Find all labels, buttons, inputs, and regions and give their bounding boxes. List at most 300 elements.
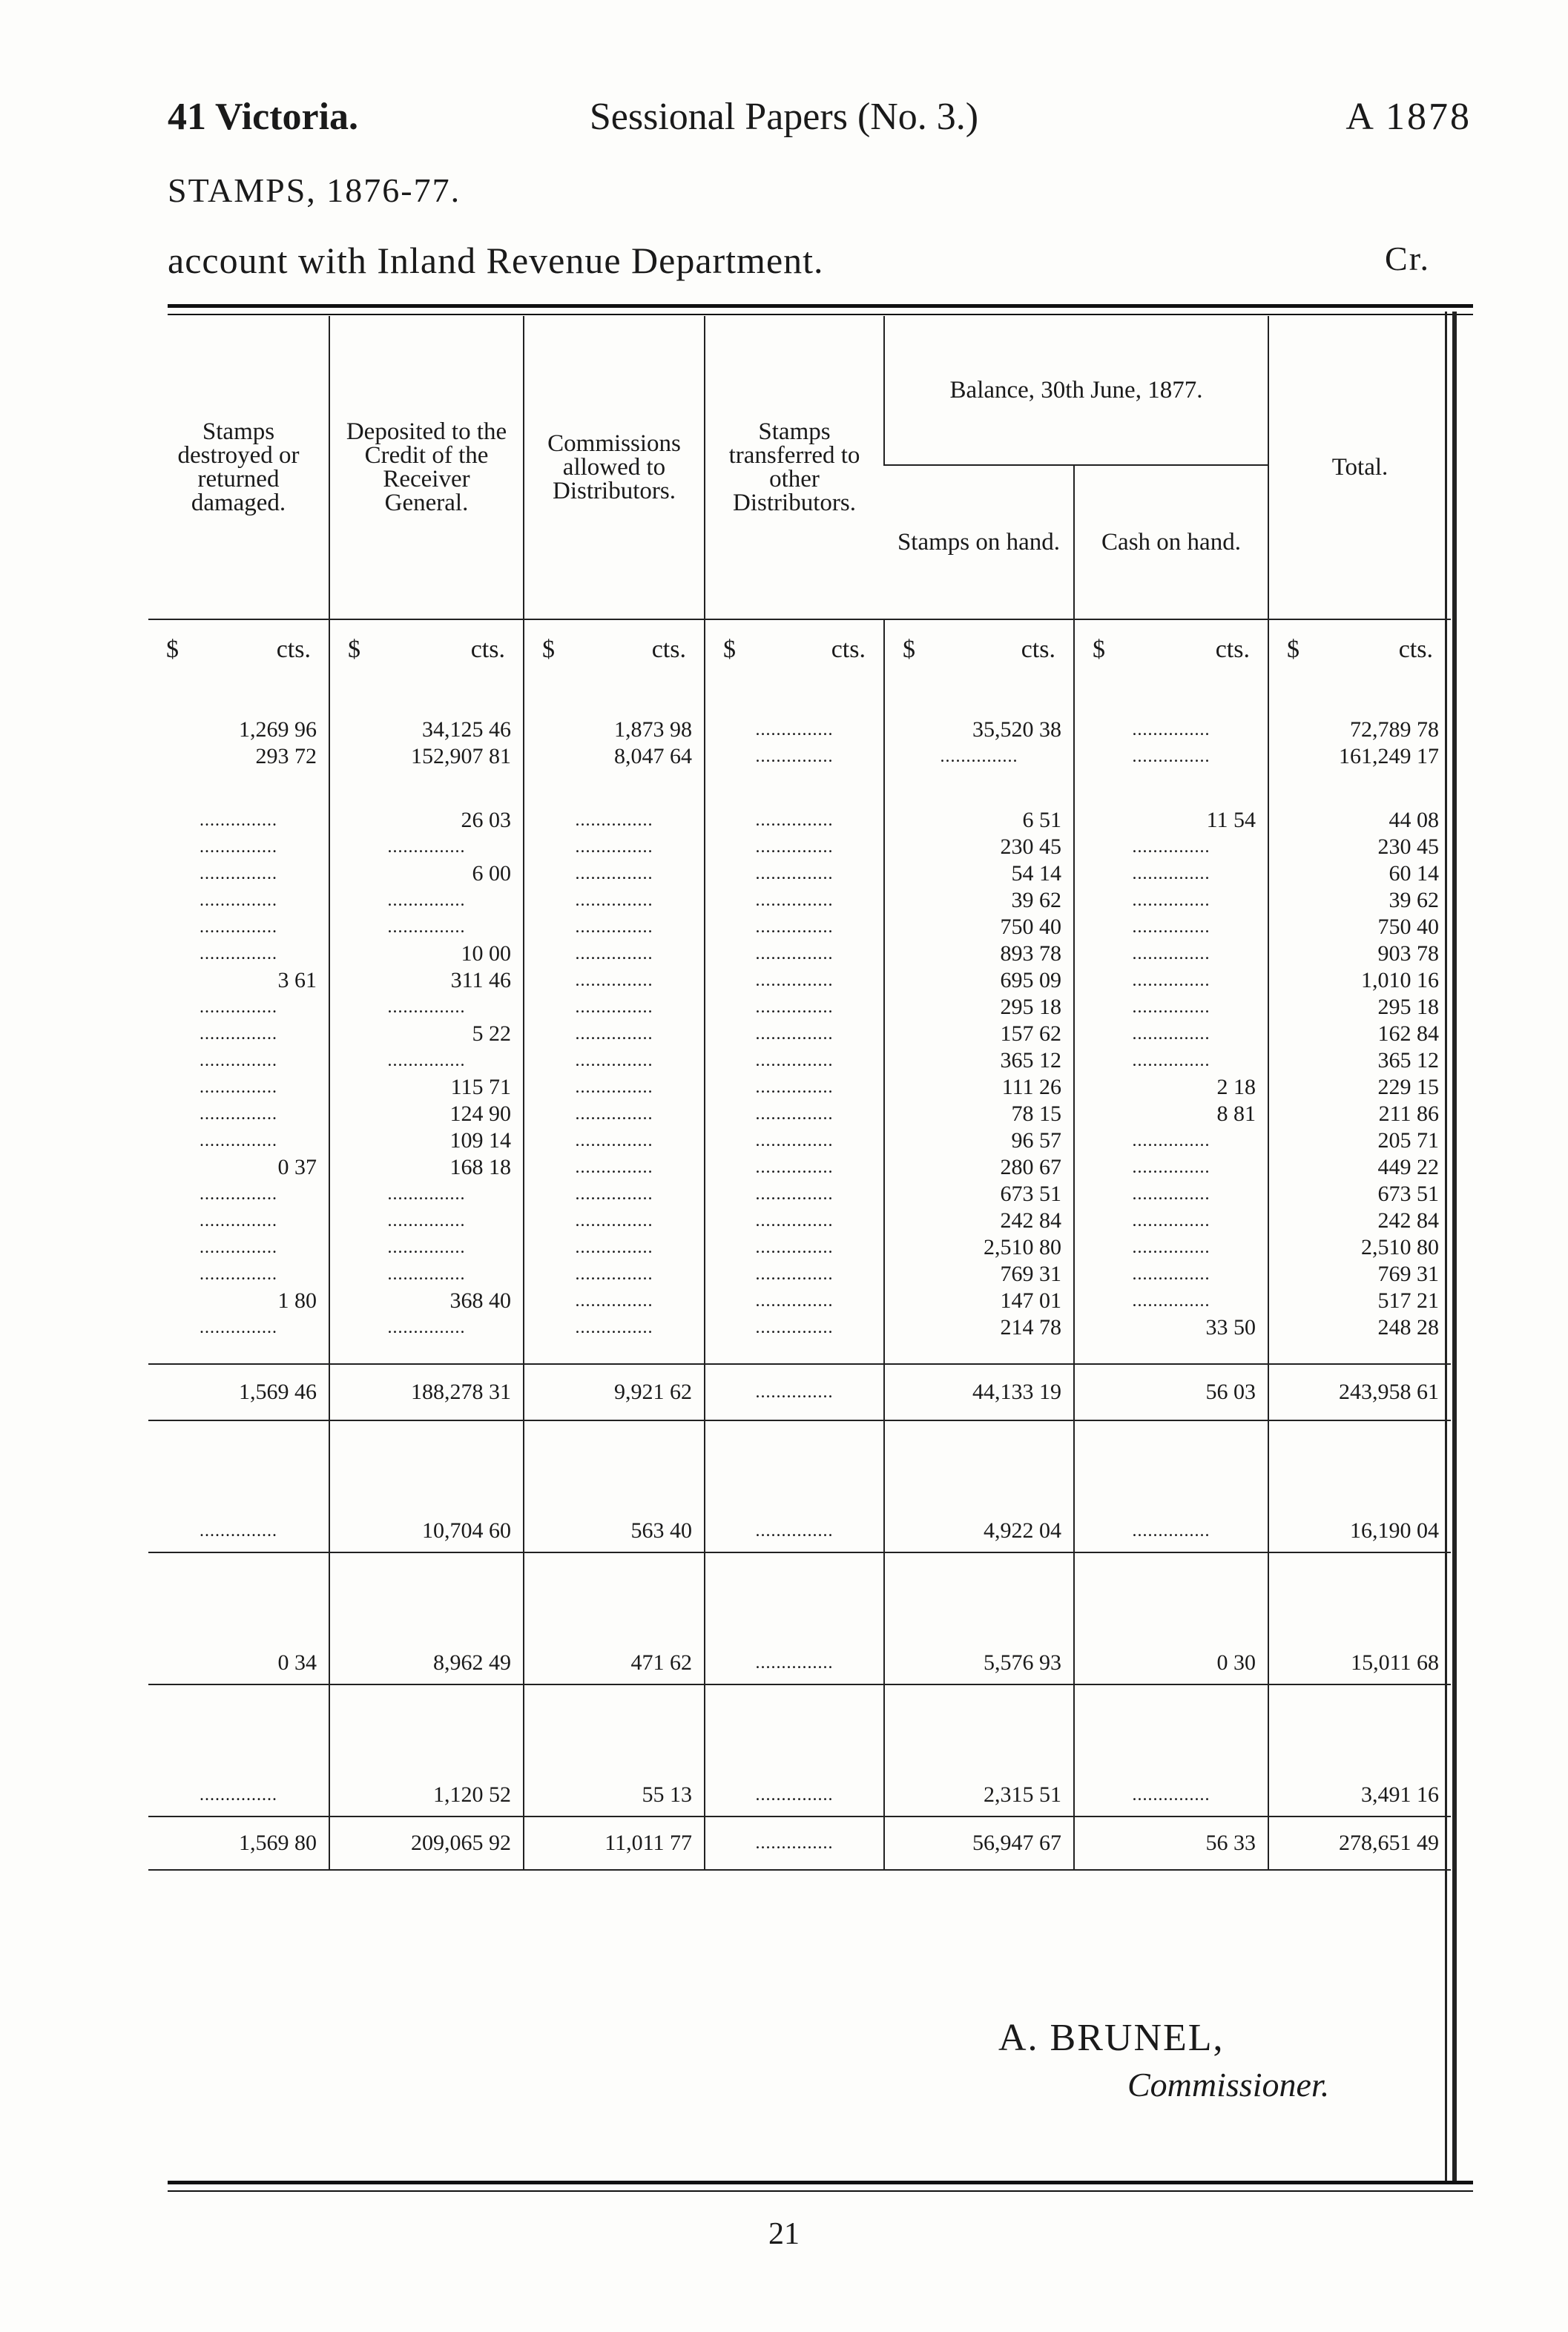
dotted-leader: ............... (705, 1261, 884, 1288)
amount-cell: 295 18 (884, 994, 1074, 1021)
dotted-leader: ............... (524, 941, 705, 967)
dotted-leader: ............... (524, 834, 705, 860)
spacer-cell (705, 1420, 884, 1510)
unit-cell (1268, 619, 1451, 679)
dotted-leader: ............... (705, 1154, 884, 1181)
cents-label: cts. (1398, 636, 1433, 663)
cents-label: cts. (651, 636, 686, 663)
spacer-cell (524, 1420, 705, 1510)
dotted-leader: ............... (200, 998, 277, 1017)
amount-cell: 278,651 49 (1268, 1816, 1451, 1870)
ledger-row (148, 1047, 1451, 1074)
units-row (148, 619, 1451, 679)
amount-cell: 903 78 (1268, 941, 1451, 967)
dotted-leader: ............... (200, 1211, 277, 1231)
amount-cell: 750 40 (884, 914, 1074, 941)
dotted-leader: ............... (329, 1047, 524, 1074)
spacer-cell (1074, 1341, 1268, 1364)
spacer-cell (884, 1684, 1074, 1774)
amount-cell: 168 18 (329, 1154, 524, 1181)
amount-cell: 1 80 (277, 1288, 317, 1313)
spacer-row (148, 1341, 1451, 1364)
dotted-leader: ............... (1074, 1234, 1268, 1261)
spacer-cell (524, 1552, 705, 1642)
spacer-cell (524, 770, 705, 807)
ledger-row (148, 1127, 1451, 1154)
subtotal-row (148, 1364, 1451, 1420)
dotted-leader: ............... (200, 1078, 277, 1097)
dotted-leader: ............... (329, 887, 524, 914)
col-header-deposited: Deposited to the Credit of the Receiver General. (329, 316, 524, 619)
ledger-row (148, 743, 1451, 770)
col-header-commissions: Commissions allowed to Distributors. (524, 316, 705, 619)
amount-cell: 147 01 (884, 1288, 1074, 1314)
ledger-row (148, 941, 1451, 967)
spacer-row (148, 770, 1451, 807)
dotted-leader: ............... (200, 864, 277, 883)
signature-name: A. BRUNEL, (998, 2017, 1225, 2059)
spacer-cell (1074, 1552, 1268, 1642)
amount-cell: 248 28 (1268, 1314, 1451, 1341)
ledger-body (148, 679, 1451, 1870)
amount-cell: 3 61 (277, 968, 317, 992)
ledger-row (148, 1154, 1451, 1181)
dotted-leader: ............... (705, 1816, 884, 1870)
dotted-leader: ............... (1074, 1181, 1268, 1208)
spacer-cell (1268, 1341, 1451, 1364)
header-center: Sessional Papers (No. 3.) (589, 96, 979, 138)
dotted-leader: ............... (524, 1101, 705, 1127)
dollar-sign: $ (166, 636, 179, 663)
dollar-sign: $ (542, 636, 555, 663)
dotted-leader: ............... (1074, 1047, 1268, 1074)
amount-cell: 365 12 (884, 1047, 1074, 1074)
amount-cell: 39 62 (884, 887, 1074, 914)
amount-cell: 162 84 (1268, 1021, 1451, 1047)
spacer-cell (329, 1341, 524, 1364)
stamps-account-table (148, 316, 1451, 1871)
amount-cell: 56 33 (1074, 1816, 1268, 1870)
amount-cell: 10,704 60 (329, 1510, 524, 1552)
dotted-leader: ............... (524, 860, 705, 887)
spacer-cell (329, 1420, 524, 1510)
ledger-row (148, 1314, 1451, 1341)
amount-cell: 673 51 (1268, 1181, 1451, 1208)
dotted-leader: ............... (1074, 1774, 1268, 1816)
header-right: A 1878 (1345, 96, 1472, 138)
col-header-transferred: Stamps transferred to other Distributors. (705, 316, 884, 619)
amount-cell: 205 71 (1268, 1127, 1451, 1154)
spacer-cell (148, 770, 329, 807)
right-rule-thick (1452, 312, 1457, 2181)
dotted-leader: ............... (705, 717, 884, 743)
amount-cell: 5,576 93 (884, 1642, 1074, 1684)
ledger-row (148, 887, 1451, 914)
dotted-leader: ............... (705, 743, 884, 770)
unit-cell (884, 619, 1074, 679)
amount-cell: 44,133 19 (884, 1364, 1074, 1420)
spacer-cell (705, 1684, 884, 1774)
ledger-row (148, 717, 1451, 743)
spacer-cell (884, 1552, 1074, 1642)
ledger-row (148, 860, 1451, 887)
dotted-leader: ............... (705, 1642, 884, 1684)
dotted-leader: ............... (1074, 834, 1268, 860)
dotted-leader: ............... (1074, 994, 1268, 1021)
dotted-leader: ............... (200, 1238, 277, 1257)
dotted-leader: ............... (705, 1181, 884, 1208)
amount-cell: 295 18 (1268, 994, 1451, 1021)
dotted-leader: ............... (1074, 967, 1268, 994)
dotted-leader: ............... (200, 1104, 277, 1124)
ledger-row (148, 1101, 1451, 1127)
dotted-leader: ............... (1074, 717, 1268, 743)
amount-cell: 368 40 (329, 1288, 524, 1314)
ledger-row (148, 1074, 1451, 1101)
amount-cell: 517 21 (1268, 1288, 1451, 1314)
amount-cell: 56 03 (1074, 1364, 1268, 1420)
unit-cell (1074, 619, 1268, 679)
dollar-sign: $ (1093, 636, 1105, 663)
amount-cell: 243,958 61 (1268, 1364, 1451, 1420)
dotted-leader: ............... (524, 1154, 705, 1181)
spacer-cell (1074, 1420, 1268, 1510)
col-header-cash-on-hand: Cash on hand. (1074, 465, 1268, 619)
col-header-stamps-on-hand: Stamps on hand. (897, 529, 1061, 556)
col-header-total: Total. (1268, 316, 1451, 619)
amount-cell: 161,249 17 (1268, 743, 1451, 770)
credit-label: Cr. (1385, 240, 1430, 277)
amount-cell: 152,907 81 (329, 743, 524, 770)
dotted-leader: ............... (1074, 743, 1268, 770)
unit-cell (148, 619, 329, 679)
account-line: account with Inland Revenue Department. (168, 240, 824, 281)
dotted-leader: ............... (705, 1208, 884, 1234)
spacer-row (148, 1684, 1451, 1774)
spacer-cell (705, 679, 884, 717)
dotted-leader: ............... (705, 914, 884, 941)
ledger-row (148, 1642, 1451, 1684)
amount-cell: 4,922 04 (884, 1510, 1074, 1552)
amount-cell: 0 37 (277, 1155, 317, 1179)
dotted-leader: ............... (705, 994, 884, 1021)
amount-cell: 11 54 (1074, 807, 1268, 834)
amount-cell: 2,315 51 (884, 1774, 1074, 1816)
dotted-leader: ............... (705, 1047, 884, 1074)
dollar-sign: $ (903, 636, 915, 663)
dotted-leader: ............... (524, 1261, 705, 1288)
dotted-leader: ............... (705, 1288, 884, 1314)
spacer-cell (884, 770, 1074, 807)
dotted-leader: ............... (524, 1127, 705, 1154)
dotted-leader: ............... (1074, 1127, 1268, 1154)
dotted-leader: ............... (705, 967, 884, 994)
dotted-leader: ............... (524, 887, 705, 914)
dotted-leader: ............... (200, 1024, 277, 1044)
ledger-row (148, 914, 1451, 941)
dotted-leader: ............... (524, 1074, 705, 1101)
amount-cell: 157 62 (884, 1021, 1074, 1047)
amount-cell: 3,491 16 (1268, 1774, 1451, 1816)
spacer-cell (884, 1341, 1074, 1364)
amount-cell: 72,789 78 (1268, 717, 1451, 743)
amount-cell: 293 72 (255, 744, 317, 768)
amount-cell: 311 46 (329, 967, 524, 994)
bottom-rule (168, 2181, 1473, 2192)
amount-cell: 214 78 (884, 1314, 1074, 1341)
header-left: 41 Victoria. (168, 96, 359, 138)
dotted-leader: ............... (1074, 1261, 1268, 1288)
spacer-cell (1268, 679, 1451, 717)
cents-label: cts. (831, 636, 866, 663)
dotted-leader: ............... (200, 918, 277, 937)
dotted-leader: ............... (705, 1234, 884, 1261)
dotted-leader: ............... (200, 1185, 277, 1204)
amount-cell: 0 30 (1074, 1642, 1268, 1684)
amount-cell: 242 84 (884, 1208, 1074, 1234)
col-header-destroyed: Stamps destroyed or returned damaged. (177, 418, 300, 516)
amount-cell: 280 67 (884, 1154, 1074, 1181)
amount-cell: 8,047 64 (524, 743, 705, 770)
amount-cell: 1,569 80 (148, 1816, 329, 1870)
spacer-cell (1268, 1684, 1451, 1774)
dotted-leader: ............... (1074, 1208, 1268, 1234)
dotted-leader: ............... (1074, 1154, 1268, 1181)
amount-cell: 8 81 (1074, 1101, 1268, 1127)
amount-cell: 673 51 (884, 1181, 1074, 1208)
ledger-row (148, 967, 1451, 994)
amount-cell: 2,510 80 (884, 1234, 1074, 1261)
spacer-cell (148, 1552, 329, 1642)
dotted-leader: ............... (329, 994, 524, 1021)
ledger-row (148, 1021, 1451, 1047)
spacer-cell (148, 679, 329, 717)
spacer-cell (329, 770, 524, 807)
dotted-leader: ............... (705, 1021, 884, 1047)
dotted-leader: ............... (329, 1181, 524, 1208)
ledger-row (148, 1234, 1451, 1261)
spacer-cell (884, 679, 1074, 717)
spacer-cell (148, 1341, 329, 1364)
amount-cell: 11,011 77 (524, 1816, 705, 1870)
spacer-cell (329, 679, 524, 717)
amount-cell: 60 14 (1268, 860, 1451, 887)
dotted-leader: ............... (329, 1261, 524, 1288)
amount-cell: 6 00 (329, 860, 524, 887)
dotted-leader: ............... (329, 914, 524, 941)
cents-label: cts. (1021, 636, 1055, 663)
dotted-leader: ............... (200, 837, 277, 857)
amount-cell: 695 09 (884, 967, 1074, 994)
amount-cell: 26 03 (329, 807, 524, 834)
grand-total-row (148, 1816, 1451, 1870)
spacer-cell (1268, 1420, 1451, 1510)
dotted-leader: ............... (524, 1288, 705, 1314)
dollar-sign: $ (1287, 636, 1299, 663)
spacer-cell (1074, 770, 1268, 807)
dotted-leader: ............... (200, 1051, 277, 1070)
dotted-leader: ............... (705, 834, 884, 860)
spacer-row (148, 1420, 1451, 1510)
spacer-cell (148, 1684, 329, 1774)
dotted-leader: ............... (329, 1208, 524, 1234)
amount-cell: 96 57 (884, 1127, 1074, 1154)
spacer-cell (1074, 1684, 1268, 1774)
dotted-leader: ............... (1074, 914, 1268, 941)
dotted-leader: ............... (1074, 1510, 1268, 1552)
dotted-leader: ............... (524, 1021, 705, 1047)
amount-cell: 16,190 04 (1268, 1510, 1451, 1552)
dotted-leader: ............... (329, 834, 524, 860)
amount-cell: 56,947 67 (884, 1816, 1074, 1870)
amount-cell: 471 62 (524, 1642, 705, 1684)
amount-cell: 365 12 (1268, 1047, 1451, 1074)
amount-cell: 1,569 46 (148, 1364, 329, 1420)
amount-cell: 449 22 (1268, 1154, 1451, 1181)
amount-cell: 1,873 98 (524, 717, 705, 743)
amount-cell: 39 62 (1268, 887, 1451, 914)
cents-label: cts. (1215, 636, 1250, 663)
dotted-leader: ............... (148, 1510, 329, 1552)
amount-cell: 115 71 (329, 1074, 524, 1101)
ledger-row (148, 994, 1451, 1021)
dotted-leader: ............... (705, 1101, 884, 1127)
dotted-leader: ............... (524, 1314, 705, 1341)
amount-cell: 6 51 (884, 807, 1074, 834)
amount-cell: 229 15 (1268, 1074, 1451, 1101)
spacer-row (148, 679, 1451, 717)
amount-cell: 55 13 (524, 1774, 705, 1816)
dotted-leader: ............... (705, 887, 884, 914)
spacer-cell (1268, 1552, 1451, 1642)
cents-label: cts. (276, 636, 311, 663)
ledger-row (148, 1208, 1451, 1234)
amount-cell: 563 40 (524, 1510, 705, 1552)
amount-cell: 769 31 (884, 1261, 1074, 1288)
amount-cell: 0 34 (148, 1642, 329, 1684)
amount-cell: 1,120 52 (329, 1774, 524, 1816)
dotted-leader: ............... (1074, 941, 1268, 967)
amount-cell: 2 18 (1074, 1074, 1268, 1101)
dotted-leader: ............... (705, 1314, 884, 1341)
dotted-leader: ............... (200, 811, 277, 830)
amount-cell: 9,921 62 (524, 1364, 705, 1420)
dotted-leader: ............... (1074, 860, 1268, 887)
ledger-row (148, 807, 1451, 834)
spacer-cell (1074, 679, 1268, 717)
amount-cell: 10 00 (329, 941, 524, 967)
unit-cell (329, 619, 524, 679)
signature-title: Commissioner. (1127, 2066, 1330, 2104)
dotted-leader: ............... (524, 994, 705, 1021)
dotted-leader: ............... (705, 941, 884, 967)
amount-cell: 78 15 (884, 1101, 1074, 1127)
amount-cell: 111 26 (884, 1074, 1074, 1101)
spacer-cell (705, 1552, 884, 1642)
ledger-row (148, 1181, 1451, 1208)
amount-cell: 188,278 31 (329, 1364, 524, 1420)
dotted-leader: ............... (524, 914, 705, 941)
page-number: 21 (768, 2217, 800, 2251)
ledger-row (148, 1774, 1451, 1816)
spacer-cell (1268, 770, 1451, 807)
dotted-leader: ............... (524, 1208, 705, 1234)
dotted-leader: ............... (524, 967, 705, 994)
amount-cell: 8,962 49 (329, 1642, 524, 1684)
amount-cell: 242 84 (1268, 1208, 1451, 1234)
dollar-sign: $ (723, 636, 736, 663)
amount-cell: 769 31 (1268, 1261, 1451, 1288)
amount-cell: 211 86 (1268, 1101, 1451, 1127)
amount-cell: 15,011 68 (1268, 1642, 1451, 1684)
ledger-row (148, 1510, 1451, 1552)
dotted-leader: ............... (524, 1181, 705, 1208)
spacer-cell (524, 1684, 705, 1774)
spacer-row (148, 1552, 1451, 1642)
spacer-cell (705, 1341, 884, 1364)
dotted-leader: ............... (705, 1774, 884, 1816)
dotted-leader: ............... (1074, 1021, 1268, 1047)
dotted-leader: ............... (524, 1047, 705, 1074)
amount-cell: 5 22 (329, 1021, 524, 1047)
amount-cell: 230 45 (1268, 834, 1451, 860)
amount-cell: 109 14 (329, 1127, 524, 1154)
spacer-cell (524, 679, 705, 717)
unit-cell (705, 619, 884, 679)
spacer-cell (884, 1420, 1074, 1510)
spacer-cell (705, 770, 884, 807)
spacer-cell (329, 1552, 524, 1642)
dotted-leader: ............... (200, 1265, 277, 1284)
dotted-leader: ............... (200, 944, 277, 964)
dotted-leader: ............... (200, 1131, 277, 1150)
dotted-leader: ............... (200, 891, 277, 910)
dotted-leader: ............... (1074, 887, 1268, 914)
dotted-leader: ............... (524, 807, 705, 834)
dotted-leader: ............... (329, 1314, 524, 1341)
dotted-leader: ............... (524, 1234, 705, 1261)
dotted-leader: ............... (1074, 1288, 1268, 1314)
top-rule (168, 304, 1473, 315)
dotted-leader: ............... (705, 807, 884, 834)
amount-cell: 54 14 (884, 860, 1074, 887)
amount-cell: 893 78 (884, 941, 1074, 967)
spacer-cell (524, 1341, 705, 1364)
amount-cell: 230 45 (884, 834, 1074, 860)
dotted-leader: ............... (705, 1510, 884, 1552)
amount-cell: 1,269 96 (239, 717, 317, 742)
cents-label: cts. (470, 636, 505, 663)
dotted-leader: ............... (705, 860, 884, 887)
spacer-cell (148, 1420, 329, 1510)
amount-cell: 2,510 80 (1268, 1234, 1451, 1261)
dotted-leader: ............... (705, 1364, 884, 1420)
amount-cell: 1,010 16 (1268, 967, 1451, 994)
dotted-leader: ............... (884, 743, 1074, 770)
amount-cell: 124 90 (329, 1101, 524, 1127)
spacer-cell (329, 1684, 524, 1774)
unit-cell (524, 619, 705, 679)
dotted-leader: ............... (329, 1234, 524, 1261)
amount-cell: 750 40 (1268, 914, 1451, 941)
amount-cell: 33 50 (1074, 1314, 1268, 1341)
dollar-sign: $ (348, 636, 360, 663)
amount-cell: 44 08 (1268, 807, 1451, 834)
document-subtitle: STAMPS, 1876-77. (168, 171, 461, 209)
amount-cell: 209,065 92 (329, 1816, 524, 1870)
dotted-leader: ............... (200, 1318, 277, 1337)
dotted-leader: ............... (705, 1127, 884, 1154)
